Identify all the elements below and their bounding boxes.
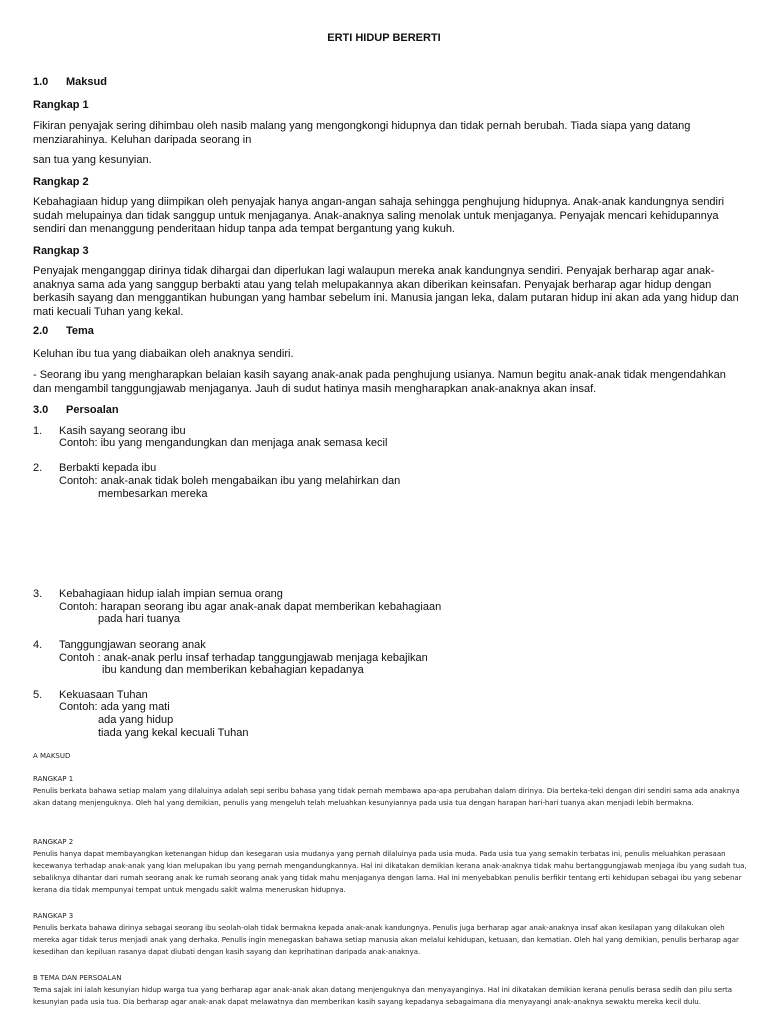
persoalan-5-title: Kekuasaan Tuhan xyxy=(59,689,148,701)
persoalan-4-example: Contoh : anak-anak perlu insaf terhadap tanggungjawab menjaga kebajikan xyxy=(59,652,428,664)
persoalan-4-example-continued: ibu kandung dan memberikan kebahagian kepadanya xyxy=(102,664,364,676)
persoalan-2-number: 2. xyxy=(33,462,43,474)
persoalan-2-example-continued: membesarkan mereka xyxy=(98,488,208,500)
persoalan-2-title: Berbakti kepada ibu xyxy=(59,462,157,474)
section-persoalan-heading: Persoalan xyxy=(66,404,119,416)
persoalan-1-number: 1. xyxy=(33,425,43,437)
small-rangkap-2-heading: RANGKAP 2 xyxy=(33,838,74,846)
persoalan-3-example-continued: pada hari tuanya xyxy=(98,613,180,625)
rangkap-1-text: Fikiran penyajak sering dihimbau oleh nasib malang yang mengongkongi hidupnya dan tidak pernah berubah. Tiada siapa yang datang menziarahinya. Keluhan daripada seorang in xyxy=(33,120,691,146)
persoalan-3-example: Contoh: harapan seorang ibu agar anak-anak dapat memberikan kebahagiaan xyxy=(59,601,442,613)
rangkap-3-heading: Rangkap 3 xyxy=(33,245,89,257)
document-title: ERTI HIDUP BERERTI xyxy=(327,32,441,44)
persoalan-5-example: Contoh: ada yang mati xyxy=(59,701,170,713)
section-tema-number: 2.0 xyxy=(33,325,49,337)
tema-persoalan-subheading: B TEMA DAN PERSOALAN xyxy=(33,974,122,982)
small-rangkap-3-heading: RANGKAP 3 xyxy=(33,912,74,920)
persoalan-1-example: Contoh: ibu yang mengandungkan dan menjaga anak semasa kecil xyxy=(59,437,388,449)
rangkap-1-heading: Rangkap 1 xyxy=(33,99,89,111)
small-rangkap-2-text: Penulis hanya dapat membayangkan ketenangan hidup dan kesegaran usia mudanya yang pernah dilaluinya pada usia muda. Pada usia tua yang semakin terbatas ini, penulis meluahkan perasaan kecewanya terhadap anak-anak yang kian melupakan ibu yang pernah mengandungkannya. Hal ini dikatakan demikian kerana anak-anaknya tidak mahu bertanggungjawab menjaga ibu yang sudah tua, sebaliknya dihantar dari rumah seorang anak ke rumah seorang anak yang tidak mahu menjaganya dengan lama. Hal ini menyebabkan penulis berfikir tentang erti kehidupan sebagai ibu yang sebenar kerana dia tidak mempunyai tempat untuk mengadu sakit walma meneruskan hidupnya. xyxy=(33,850,747,894)
section-maksud-heading: Maksud xyxy=(66,76,107,88)
rangkap-2-heading: Rangkap 2 xyxy=(33,176,89,188)
persoalan-5-example-line-3: tiada yang kekal kecuali Tuhan xyxy=(98,727,249,739)
small-rangkap-1-heading: RANGKAP 1 xyxy=(33,775,74,783)
small-rangkap-3-text: Penulis berkata bahawa dirinya sebagai seorang ibu seolah-olah tidak bermakna kepada anak-anak kandungnya. Penulis juga berharap agar anak-anaknya insaf akan kesilapan yang dilakukan oleh mereka agar tidak terus menjadi anak yang derhaka. Penulis ingin menegaskan bahawa setiap manusia akan melalui kehidupan, ketuaan, dan kematian. Oleh hal yang demikian, penulis berharap agar kesedihan dan kepiluan rasanya dapat diubati dengan kasih sayang dan keprihatinan daripada anak-anaknya. xyxy=(33,924,739,956)
rangkap-2-text: Kebahagiaan hidup yang diimpikan oleh penyajak hanya angan-angan sahaja sehingga penghujung hidupnya. Anak-anak kandungnya sendiri sudah melupainya dan tidak sanggup untuk menjaganya. Anak-anaknya saling menolak untuk menjaganya. Penyajak mencari kehidupannya sendiri dan menanggung penderitaan hidup tanpa ada tempat bergantung yang kukuh. xyxy=(33,196,725,235)
maksud-subheading: A MAKSUD xyxy=(33,752,71,760)
persoalan-4-title: Tanggungjawan seorang anak xyxy=(59,639,206,651)
persoalan-3-title: Kebahagiaan hidup ialah impian semua orang xyxy=(59,588,283,600)
tema-elaboration: - Seorang ibu yang mengharapkan belaian kasih sayang anak-anak pada penghujung usianya. Namun begitu anak-anak tidak mengendahkan dan mengambil tanggungjawab menjaganya. Jauh di sudut hatinya masih mengharapkan anak-anaknya akan insaf. xyxy=(33,369,726,395)
persoalan-5-number: 5. xyxy=(33,689,43,701)
rangkap-1-text-continued: san tua yang kesunyian. xyxy=(33,154,152,166)
tema-text: Keluhan ibu tua yang diabaikan oleh anaknya sendiri. xyxy=(33,348,294,360)
rangkap-3-text: Penyajak menganggap dirinya tidak dihargai dan diperlukan lagi walaupun mereka anak kandungnya sendiri. Penyajak berharap agar anak-anaknya sama ada yang sanggup berbakti atau yang telah melupakannya akan diberikan keinsafan. Penyajak berharap agar hidup dengan berkasih sayang dan menggantikan hubungan yang hambar sebelum ini. Manusia jangan leka, dalam putaran hidup ini akan ada yang hidup dan mati kecuali Tuhan yang kekal. xyxy=(33,265,739,318)
persoalan-5-example-line-2: ada yang hidup xyxy=(98,714,174,726)
small-rangkap-1-text: Penulis berkata bahawa setiap malam yang dilaluinya adalah sepi seribu bahasa yang tidak pernah membawa apa-apa perubahan dalam dirinya. Dia berteka-teki dengan diri sendiri sama ada anaknya akan datang menjenguknya. Oleh hal yang demikian, penulis yang mengeluh telah meluahkan kesunyiannya pada usia tua dengan harapan hari-hari tuanya akan menjadi lebih bermakna. xyxy=(33,787,740,807)
section-maksud-number: 1.0 xyxy=(33,76,49,88)
persoalan-3-number: 3. xyxy=(33,588,43,600)
persoalan-2-example: Contoh: anak-anak tidak boleh mengabaikan ibu yang melahirkan dan xyxy=(59,475,401,487)
small-tema-text: Tema sajak ini ialah kesunyian hidup warga tua yang berharap agar anak-anak akan datang menjenguknya dan menyayanginya. Hal ini dikatakan demikian kerana penulis berasa sedih dan pilu serta kesunyian pada usia tua. Dia berharap agar anak-anak dapat melawatnya dan memberikan kasih sayang kepadanya sebagaimana dia menyayangi anak-anaknya sewaktu mereka kecil dulu. xyxy=(33,986,732,1006)
section-tema-heading: Tema xyxy=(66,325,94,337)
section-persoalan-number: 3.0 xyxy=(33,404,49,416)
persoalan-1-title: Kasih sayang seorang ibu xyxy=(59,425,186,437)
persoalan-4-number: 4. xyxy=(33,639,43,651)
